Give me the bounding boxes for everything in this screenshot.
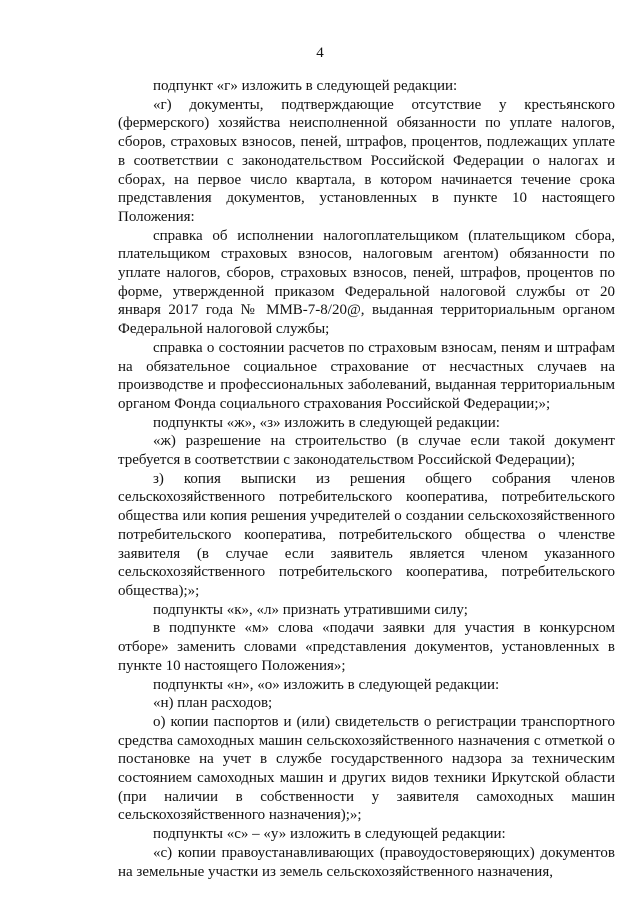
- paragraph: подпункт «г» изложить в следующей редакции:: [153, 78, 458, 94]
- paragraph: подпункты «с» – «у» изложить в следующей редакции:: [153, 826, 506, 843]
- paragraph: «г) документы, подтверждающие отсутствие у крестьянского (фермерского) хозяйства неисполненной обязанности по уплате налогов, сборов, страховых взносов, пеней, штрафов, процентов, подлежащих уплате в соответствии с законодательством Российской Федерации о налогах и сборах, на первое число квартала, в котором начинается течение срока представления документов, установленных в пункте 10 настоящего Положения:: [118, 96, 615, 225]
- document-body: [118, 77, 615, 881]
- paragraph: подпункты «н», «о» изложить в следующей редакции:: [153, 676, 500, 693]
- paragraph: подпункты «к», «л» признать утратившими силу;: [153, 601, 468, 618]
- paragraph: «ж) разрешение на строительство (в случае если такой документ требуется в соответствии с законодательством Российской Федерации);: [118, 433, 615, 469]
- paragraph: в подпункте «м» слова «подачи заявки для участия в конкурсном отборе» заменить словами «представления документов, установленных в пункте 10 настоящего Положения»;: [118, 620, 615, 674]
- paragraph: справка о состоянии расчетов по страховым взносам, пеням и штрафам на обязательное социальное страхование от несчастных случаев на производстве и профессиональных заболеваний, выданная территориальным органом Фонда социального страхования Российской Федерации;»;: [118, 339, 615, 412]
- paragraph: «н) план расходов;: [153, 695, 273, 712]
- paragraph: «с) копии правоустанавливающих (правоудостоверяющих) документов на земельные участки из земель сельскохозяйственного назначения,: [118, 844, 615, 880]
- paragraph: з) копия выписки из решения общего собрания членов сельскохозяйственного потребительского кооператива, потребительского общества или копия решения учредителей о создании сельскохозяйственного потребительского кооператива, потребительского общества о членстве заявителя (в случае если заявитель является членом указанного сельскохозяйственного потребительского кооператива, потребительского общества);»;: [118, 470, 615, 599]
- paragraph: подпункты «ж», «з» изложить в следующей редакции:: [153, 414, 500, 431]
- page-number: 4: [316, 45, 324, 61]
- paragraph: о) копии паспортов и (или) свидетельств о регистрации транспортного средства самоходных машин сельскохозяйственного назначения с отметкой о постановке на учет в службе государственного надзора за техническим состоянием самоходных машин и других видов техники Иркутской области (при наличии в собственности у заявителя самоходных машин сельскохозяйственного назначения);»;: [118, 713, 615, 824]
- paragraph: справка об исполнении налогоплательщиком (плательщиком сбора, плательщиком страховых взносов, налоговым агентом) обязанности по уплате налогов, сборов, страховых взносов, пеней, штрафов, процентов по форме, утвержденной приказом Федеральной налоговой службы от 20 января 2017 года № ММВ-7-8/20@, выданная территориальным органом Федеральной налоговой службы;: [118, 227, 615, 338]
